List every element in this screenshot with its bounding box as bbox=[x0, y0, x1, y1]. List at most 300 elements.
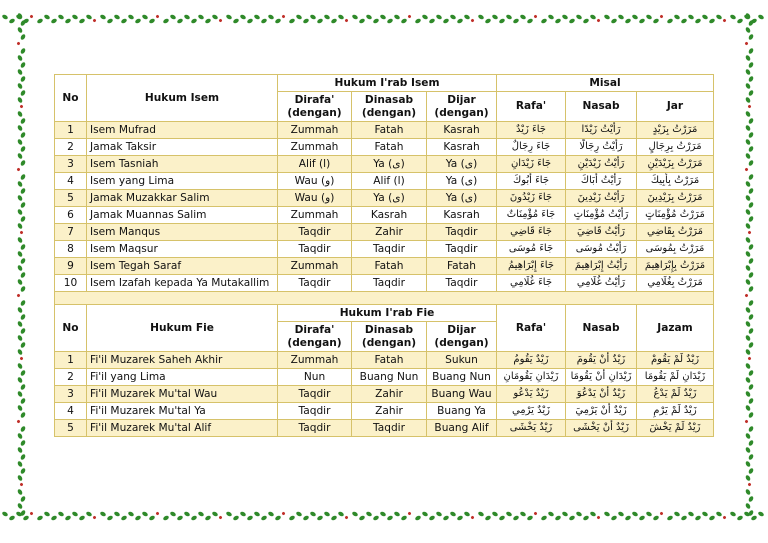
example-2: رَأَيْتُ أَبَاكَ bbox=[566, 173, 637, 190]
leaf-icon bbox=[701, 14, 708, 20]
leaf-icon bbox=[561, 14, 568, 20]
leaf-icon bbox=[680, 18, 687, 24]
fie-subheader bbox=[427, 322, 497, 352]
leaf-icon bbox=[274, 18, 281, 24]
irab-jar: Buang Alif bbox=[427, 420, 497, 437]
leaf-icon bbox=[477, 14, 484, 20]
berry-icon bbox=[344, 18, 348, 22]
leaf-icon bbox=[50, 18, 57, 24]
leaf-icon bbox=[20, 285, 26, 292]
row-name: Isem Izafah kepada Ya Mutakallim bbox=[87, 275, 278, 292]
leaf-icon bbox=[20, 33, 26, 40]
leaf-icon bbox=[748, 411, 754, 418]
berry-icon bbox=[281, 14, 285, 18]
row-name: Isem yang Lima bbox=[87, 173, 278, 190]
irab-jar: Fatah bbox=[427, 258, 497, 275]
leaf-icon bbox=[463, 14, 470, 20]
row-number: 4 bbox=[55, 173, 87, 190]
example-3: زَيْدٌ لَمْ يَدْعُ bbox=[637, 386, 714, 403]
leaf-icon bbox=[463, 511, 470, 517]
leaf-icon bbox=[442, 18, 449, 24]
leaf-icon bbox=[379, 14, 386, 20]
isem-name-header: Hukum Isem bbox=[87, 75, 278, 122]
table-row bbox=[55, 386, 714, 403]
vine-border-bottom bbox=[0, 509, 768, 523]
leaf-icon bbox=[748, 75, 754, 82]
leaf-icon bbox=[745, 320, 751, 327]
leaf-icon bbox=[113, 511, 120, 517]
leaf-icon bbox=[748, 145, 754, 152]
leaf-icon bbox=[169, 511, 176, 517]
table-row bbox=[55, 369, 714, 386]
leaf-icon bbox=[17, 68, 23, 75]
leaf-icon bbox=[20, 131, 26, 138]
leaf-icon bbox=[748, 47, 754, 54]
leaf-icon bbox=[162, 515, 169, 521]
irab-rafa: Zummah bbox=[278, 258, 352, 275]
leaf-icon bbox=[745, 54, 751, 61]
berry-icon bbox=[29, 14, 33, 18]
leaf-icon bbox=[20, 411, 26, 418]
leaf-icon bbox=[652, 18, 659, 24]
leaf-icon bbox=[20, 425, 26, 432]
leaf-icon bbox=[17, 124, 23, 131]
leaf-icon bbox=[267, 14, 274, 20]
berry-icon bbox=[533, 14, 537, 18]
leaf-icon bbox=[225, 14, 232, 20]
leaf-icon bbox=[20, 215, 26, 222]
irab-nasab: Taqdir bbox=[352, 275, 427, 292]
leaf-icon bbox=[204, 515, 211, 521]
section-spacer bbox=[55, 292, 714, 305]
leaf-icon bbox=[288, 515, 295, 521]
leaf-icon bbox=[435, 511, 442, 517]
table-row bbox=[55, 173, 714, 190]
leaf-icon bbox=[519, 14, 526, 20]
isem-subheader bbox=[352, 92, 427, 122]
table-row bbox=[55, 207, 714, 224]
example-1: زَيْدٌ يَدْعُو bbox=[497, 386, 566, 403]
berry-icon bbox=[659, 511, 663, 515]
misal-col-header: Nasab bbox=[566, 305, 637, 352]
leaf-icon bbox=[715, 14, 722, 20]
irab-rafa: Taqdir bbox=[278, 420, 352, 437]
leaf-icon bbox=[745, 390, 751, 397]
example-1: جَاءَ مُوسَى bbox=[497, 241, 566, 258]
example-3: مَرَرْتُ بِأَبِيكَ bbox=[637, 173, 714, 190]
leaf-icon bbox=[745, 376, 751, 383]
berry-icon bbox=[596, 515, 600, 519]
leaf-icon bbox=[624, 515, 631, 521]
leaf-icon bbox=[225, 511, 232, 517]
irab-jar: Kasrah bbox=[427, 122, 497, 139]
example-3: مَرَرْتُ بِمُوسَى bbox=[637, 241, 714, 258]
leaf-icon bbox=[745, 362, 751, 369]
fie-section bbox=[55, 305, 714, 352]
leaf-icon bbox=[748, 299, 754, 306]
leaf-icon bbox=[141, 14, 148, 20]
leaf-icon bbox=[17, 180, 23, 187]
leaf-icon bbox=[498, 515, 505, 521]
subheader-line2: (dengan) bbox=[434, 336, 489, 349]
leaf-icon bbox=[17, 54, 23, 61]
leaf-icon bbox=[20, 439, 26, 446]
subheader-line2: (dengan) bbox=[361, 336, 417, 349]
example-2: رَأَيْتُ زَيْدَيْنِ bbox=[566, 156, 637, 173]
row-number: 5 bbox=[55, 420, 87, 437]
berry-icon bbox=[722, 515, 726, 519]
leaf-icon bbox=[745, 306, 751, 313]
example-1: جَاءَ قَاضِي bbox=[497, 224, 566, 241]
leaf-icon bbox=[148, 18, 155, 24]
fie-subheader bbox=[278, 322, 352, 352]
leaf-icon bbox=[554, 515, 561, 521]
leaf-icon bbox=[78, 18, 85, 24]
leaf-icon bbox=[748, 61, 754, 68]
row-number: 8 bbox=[55, 241, 87, 258]
leaf-icon bbox=[295, 511, 302, 517]
irab-nasab: Zahir bbox=[352, 224, 427, 241]
leaf-icon bbox=[20, 75, 26, 82]
table-row bbox=[55, 241, 714, 258]
berry-icon bbox=[744, 293, 748, 297]
leaf-icon bbox=[17, 264, 23, 271]
leaf-icon bbox=[20, 299, 26, 306]
leaf-icon bbox=[748, 495, 754, 502]
isem-misal-header: Misal bbox=[497, 75, 714, 92]
leaf-icon bbox=[120, 515, 127, 521]
leaf-icon bbox=[17, 320, 23, 327]
leaf-icon bbox=[365, 14, 372, 20]
irab-nasab: Fatah bbox=[352, 352, 427, 369]
example-3: مَرَرْتُ بِرِجَالٍ bbox=[637, 139, 714, 156]
example-1: جَاءَ إِبْرَاهِيمُ bbox=[497, 258, 566, 275]
leaf-icon bbox=[78, 515, 85, 521]
row-name: Fi'il Muzarek Mu'tal Wau bbox=[87, 386, 278, 403]
leaf-icon bbox=[20, 243, 26, 250]
leaf-icon bbox=[745, 26, 751, 33]
irab-rafa: Zummah bbox=[278, 122, 352, 139]
leaf-icon bbox=[20, 327, 26, 334]
leaf-icon bbox=[17, 348, 23, 355]
leaf-icon bbox=[197, 14, 204, 20]
leaf-icon bbox=[748, 257, 754, 264]
leaf-icon bbox=[748, 285, 754, 292]
leaf-icon bbox=[17, 474, 23, 481]
leaf-icon bbox=[582, 18, 589, 24]
leaf-icon bbox=[631, 511, 638, 517]
leaf-icon bbox=[17, 12, 23, 19]
fie-rows bbox=[55, 352, 714, 437]
berry-icon bbox=[747, 104, 751, 108]
example-3: زَيْدٌ لَمْ يَقُومْ bbox=[637, 352, 714, 369]
leaf-icon bbox=[673, 511, 680, 517]
leaf-icon bbox=[526, 18, 533, 24]
isem-no-header: No bbox=[55, 75, 87, 122]
leaf-icon bbox=[260, 515, 267, 521]
leaf-icon bbox=[610, 18, 617, 24]
leaf-icon bbox=[745, 96, 751, 103]
irab-jar: Buang Ya bbox=[427, 403, 497, 420]
leaf-icon bbox=[748, 243, 754, 250]
leaf-icon bbox=[745, 82, 751, 89]
irab-nasab: Ya (ى) bbox=[352, 190, 427, 207]
leaf-icon bbox=[748, 187, 754, 194]
leaf-icon bbox=[17, 236, 23, 243]
isem-subheader bbox=[278, 92, 352, 122]
leaf-icon bbox=[666, 515, 673, 521]
row-name: Jamak Muzakkar Salim bbox=[87, 190, 278, 207]
row-number: 3 bbox=[55, 386, 87, 403]
irab-nasab: Taqdir bbox=[352, 420, 427, 437]
leaf-icon bbox=[17, 404, 23, 411]
leaf-icon bbox=[745, 334, 751, 341]
leaf-icon bbox=[176, 515, 183, 521]
irab-rafa: Taqdir bbox=[278, 275, 352, 292]
berry-icon bbox=[722, 18, 726, 22]
leaf-icon bbox=[17, 26, 23, 33]
leaf-icon bbox=[141, 511, 148, 517]
irab-nasab: Zahir bbox=[352, 386, 427, 403]
example-3: مَرَرْتُ بِقَاضِي bbox=[637, 224, 714, 241]
leaf-icon bbox=[745, 404, 751, 411]
leaf-icon bbox=[745, 194, 751, 201]
leaf-icon bbox=[442, 515, 449, 521]
leaf-icon bbox=[568, 515, 575, 521]
leaf-icon bbox=[17, 110, 23, 117]
leaf-icon bbox=[85, 14, 92, 20]
berry-icon bbox=[155, 14, 159, 18]
leaf-icon bbox=[120, 18, 127, 24]
leaf-icon bbox=[20, 467, 26, 474]
leaf-icon bbox=[127, 511, 134, 517]
leaf-icon bbox=[358, 515, 365, 521]
leaf-icon bbox=[680, 515, 687, 521]
leaf-icon bbox=[302, 515, 309, 521]
leaf-icon bbox=[232, 515, 239, 521]
leaf-icon bbox=[36, 18, 43, 24]
irab-rafa: Alif (ا) bbox=[278, 156, 352, 173]
misal-col-header: Jar bbox=[637, 92, 714, 122]
leaf-icon bbox=[20, 397, 26, 404]
leaf-icon bbox=[316, 515, 323, 521]
irab-rafa: Wau (و) bbox=[278, 190, 352, 207]
subheader-line2: (dengan) bbox=[287, 106, 342, 119]
leaf-icon bbox=[386, 18, 393, 24]
leaf-icon bbox=[745, 236, 751, 243]
example-2: زَيْدٌ أَنْ يَخْشَى bbox=[566, 420, 637, 437]
irab-rafa: Taqdir bbox=[278, 386, 352, 403]
leaf-icon bbox=[211, 511, 218, 517]
berry-icon bbox=[744, 41, 748, 45]
leaf-icon bbox=[708, 515, 715, 521]
table-row bbox=[55, 352, 714, 369]
leaf-icon bbox=[745, 460, 751, 467]
leaf-icon bbox=[17, 250, 23, 257]
leaf-icon bbox=[253, 14, 260, 20]
berry-icon bbox=[747, 230, 751, 234]
leaf-icon bbox=[652, 515, 659, 521]
leaf-icon bbox=[748, 439, 754, 446]
example-2: رَأَيْتُ مُؤْمِنَاتٍ bbox=[566, 207, 637, 224]
berry-icon bbox=[155, 511, 159, 515]
leaf-icon bbox=[20, 257, 26, 264]
leaf-icon bbox=[449, 511, 456, 517]
example-1: جَاءَ زَيْدٌ bbox=[497, 122, 566, 139]
irab-jar: Taqdir bbox=[427, 241, 497, 258]
irab-jar: Ya (ى) bbox=[427, 190, 497, 207]
leaf-icon bbox=[421, 14, 428, 20]
leaf-icon bbox=[134, 18, 141, 24]
leaf-icon bbox=[748, 159, 754, 166]
leaf-icon bbox=[745, 124, 751, 131]
row-name: Fi'il Muzarek Mu'tal Ya bbox=[87, 403, 278, 420]
berry-icon bbox=[19, 230, 23, 234]
berry-icon bbox=[659, 14, 663, 18]
leaf-icon bbox=[20, 89, 26, 96]
leaf-icon bbox=[309, 511, 316, 517]
misal-col-header: Jazam bbox=[637, 305, 714, 352]
leaf-icon bbox=[414, 18, 421, 24]
row-number: 10 bbox=[55, 275, 87, 292]
row-name: Jamak Muannas Salim bbox=[87, 207, 278, 224]
leaf-icon bbox=[673, 14, 680, 20]
leaf-icon bbox=[603, 511, 610, 517]
example-2: رَأَيْتُ إِبْرَاهِيمَ bbox=[566, 258, 637, 275]
row-number: 6 bbox=[55, 207, 87, 224]
table-row bbox=[55, 420, 714, 437]
leaf-icon bbox=[113, 14, 120, 20]
leaf-icon bbox=[239, 14, 246, 20]
leaf-icon bbox=[17, 432, 23, 439]
irab-nasab: Fatah bbox=[352, 139, 427, 156]
berry-icon bbox=[407, 511, 411, 515]
example-2: رَأَيْتُ زَيْدًا bbox=[566, 122, 637, 139]
leaf-icon bbox=[127, 14, 134, 20]
vine-border-right bbox=[742, 12, 756, 523]
leaf-icon bbox=[512, 515, 519, 521]
leaf-icon bbox=[748, 369, 754, 376]
leaf-icon bbox=[99, 14, 106, 20]
example-3: زَيْدٌ لَمْ يَخْشَ bbox=[637, 420, 714, 437]
irab-nasab: Fatah bbox=[352, 122, 427, 139]
example-2: رَأَيْتُ رِجَالًا bbox=[566, 139, 637, 156]
leaf-icon bbox=[575, 14, 582, 20]
leaf-icon bbox=[745, 264, 751, 271]
example-3: مَرَرْتُ بِزَيْدِينَ bbox=[637, 190, 714, 207]
berry-icon bbox=[92, 18, 96, 22]
row-number: 1 bbox=[55, 122, 87, 139]
subheader-line1: Dijar bbox=[447, 323, 476, 336]
row-name: Isem Maqsur bbox=[87, 241, 278, 258]
row-name: Fi'il Muzarek Saheh Akhir bbox=[87, 352, 278, 369]
leaf-icon bbox=[323, 511, 330, 517]
example-1: زَيْدٌ يَرْمِي bbox=[497, 403, 566, 420]
leaf-icon bbox=[17, 446, 23, 453]
leaf-icon bbox=[20, 313, 26, 320]
leaf-icon bbox=[456, 515, 463, 521]
leaf-icon bbox=[17, 460, 23, 467]
leaf-icon bbox=[20, 495, 26, 502]
irab-rafa: Taqdir bbox=[278, 241, 352, 258]
leaf-icon bbox=[694, 515, 701, 521]
leaf-icon bbox=[748, 327, 754, 334]
leaf-icon bbox=[211, 14, 218, 20]
leaf-icon bbox=[748, 397, 754, 404]
leaf-icon bbox=[745, 432, 751, 439]
subheader-line2: (dengan) bbox=[361, 106, 417, 119]
leaf-icon bbox=[400, 18, 407, 24]
leaf-icon bbox=[638, 18, 645, 24]
leaf-icon bbox=[372, 18, 379, 24]
leaf-icon bbox=[57, 14, 64, 20]
berry-icon bbox=[747, 482, 751, 486]
leaf-icon bbox=[190, 18, 197, 24]
leaf-icon bbox=[603, 14, 610, 20]
leaf-icon bbox=[288, 18, 295, 24]
leaf-icon bbox=[17, 278, 23, 285]
berry-icon bbox=[407, 14, 411, 18]
example-2: زَيْدٌ أَنْ يَدْعُوَ bbox=[566, 386, 637, 403]
example-1: جَاءَ مُؤْمِنَاتٌ bbox=[497, 207, 566, 224]
leaf-icon bbox=[20, 453, 26, 460]
row-name: Isem Tegah Saraf bbox=[87, 258, 278, 275]
leaf-icon bbox=[85, 511, 92, 517]
leaf-icon bbox=[645, 14, 652, 20]
leaf-icon bbox=[561, 511, 568, 517]
leaf-icon bbox=[1, 511, 8, 517]
leaf-icon bbox=[645, 511, 652, 517]
leaf-icon bbox=[17, 96, 23, 103]
leaf-icon bbox=[330, 18, 337, 24]
leaf-icon bbox=[20, 173, 26, 180]
berry-icon bbox=[19, 104, 23, 108]
leaf-icon bbox=[57, 511, 64, 517]
leaf-icon bbox=[274, 515, 281, 521]
leaf-icon bbox=[757, 511, 764, 517]
berry-icon bbox=[470, 18, 474, 22]
leaf-icon bbox=[379, 511, 386, 517]
leaf-icon bbox=[20, 145, 26, 152]
leaf-icon bbox=[17, 390, 23, 397]
leaf-icon bbox=[246, 515, 253, 521]
leaf-icon bbox=[748, 117, 754, 124]
leaf-icon bbox=[745, 180, 751, 187]
row-name: Jamak Taksir bbox=[87, 139, 278, 156]
berry-icon bbox=[344, 515, 348, 519]
leaf-icon bbox=[17, 138, 23, 145]
fie-name-header: Hukum Fie bbox=[87, 305, 278, 352]
berry-icon bbox=[16, 419, 20, 423]
leaf-icon bbox=[745, 502, 751, 509]
leaf-icon bbox=[708, 18, 715, 24]
subheader-line2: (dengan) bbox=[287, 336, 342, 349]
isem-subheader bbox=[427, 92, 497, 122]
irab-rafa: Zummah bbox=[278, 207, 352, 224]
berry-icon bbox=[19, 356, 23, 360]
leaf-icon bbox=[64, 515, 71, 521]
berry-icon bbox=[29, 511, 33, 515]
row-name: Fi'il Muzarek Mu'tal Alif bbox=[87, 420, 278, 437]
leaf-icon bbox=[197, 511, 204, 517]
row-name: Isem Tasniah bbox=[87, 156, 278, 173]
leaf-icon bbox=[20, 61, 26, 68]
leaf-icon bbox=[745, 222, 751, 229]
leaf-icon bbox=[330, 515, 337, 521]
table-row bbox=[55, 258, 714, 275]
berry-icon bbox=[92, 515, 96, 519]
leaf-icon bbox=[365, 511, 372, 517]
